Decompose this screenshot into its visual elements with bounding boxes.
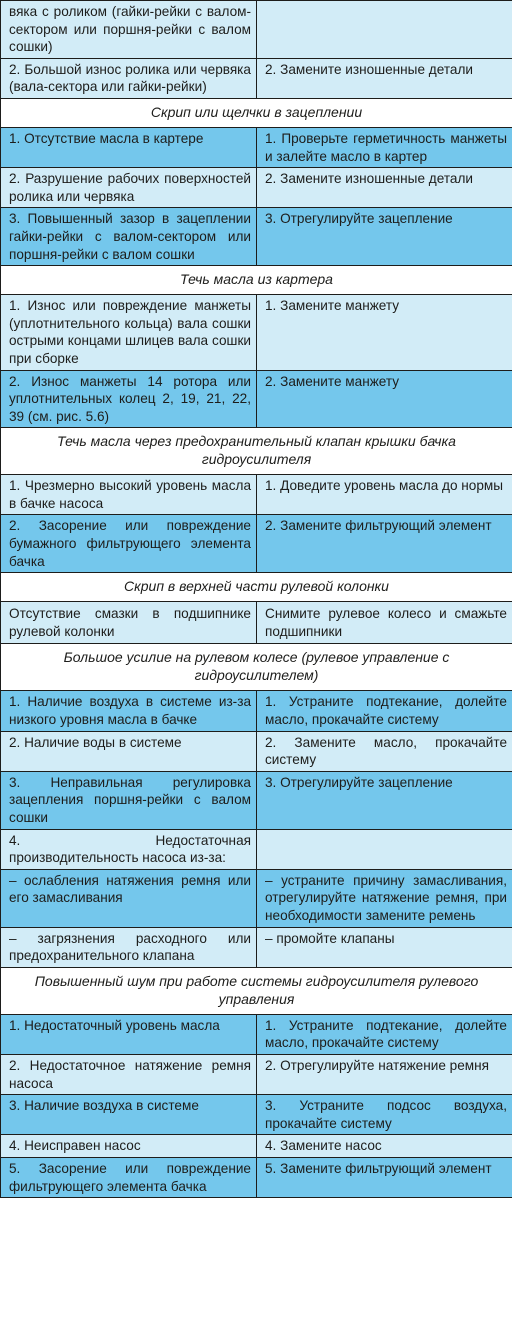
cause-cell: 2. Засорение или повреждение бумажного фильтрующего элемента бачка	[1, 515, 257, 573]
table-row	[1, 168, 512, 208]
remedy-cell: 2. Замените изношенные детали	[257, 58, 512, 98]
remedy-cell: – промойте клапаны	[257, 927, 512, 967]
remedy-cell: 1. Проверьте герметичность манжеты и залейте масло в картер	[257, 127, 512, 167]
section-header-row	[1, 573, 512, 602]
cause-cell: Отсутствие смазки в подшипнике рулевой колонки	[1, 602, 257, 644]
table-row	[1, 731, 512, 771]
cause-cell: 2. Износ манжеты 14 ротора или уплотнительных колец 2, 19, 21, 22, 39 (см. рис. 5.6)	[1, 370, 257, 428]
table-row	[1, 869, 512, 927]
remedy-cell: – устраните причину замасливания, отрегулируйте натяжение ремня, при необходимости замените ремень	[257, 869, 512, 927]
table-row	[1, 1, 512, 59]
cause-cell: 1. Недостаточный уровень масла	[1, 1014, 257, 1054]
remedy-cell: 1. Замените манжету	[257, 295, 512, 370]
table-row	[1, 1054, 512, 1094]
section-title: Течь масла из картера	[1, 266, 512, 295]
remedy-cell: 4. Замените насос	[257, 1135, 512, 1158]
section-header-row	[1, 98, 512, 127]
cause-cell: 4. Неисправен насос	[1, 1135, 257, 1158]
cause-cell: 3. Наличие воздуха в системе	[1, 1095, 257, 1135]
remedy-cell	[257, 1, 512, 59]
cause-cell: 1. Износ или повреждение манжеты (уплотнительного кольца) вала сошки острыми концами шлицев вала сошки при сборке	[1, 295, 257, 370]
remedy-cell: 5. Замените фильтрующий элемент	[257, 1157, 512, 1197]
remedy-cell	[257, 829, 512, 869]
table-row	[1, 475, 512, 515]
section-header-row	[1, 644, 512, 691]
cause-cell: – ослабления натяжения ремня или его замасливания	[1, 869, 257, 927]
table-row	[1, 58, 512, 98]
table-row	[1, 1135, 512, 1158]
section-header-row	[1, 967, 512, 1014]
cause-cell: 2. Наличие воды в системе	[1, 731, 257, 771]
remedy-cell: 1. Устраните подтекание, долейте масло, прокачайте систему	[257, 691, 512, 731]
section-title: Скрип в верхней части рулевой колонки	[1, 573, 512, 602]
table-row	[1, 1157, 512, 1197]
table-row	[1, 602, 512, 644]
remedy-cell: 2. Замените масло, прокачайте систему	[257, 731, 512, 771]
cause-cell: 3. Повышенный зазор в зацеплении гайки-рейки с валом-сектором или поршня-рейки с валом сошки	[1, 208, 257, 266]
cause-cell: 1. Наличие воздуха в системе из-за низкого уровня масла в бачке	[1, 691, 257, 731]
remedy-cell: 1. Устраните подтекание, долейте масло, прокачайте систему	[257, 1014, 512, 1054]
remedy-cell: 3. Устраните подсос воздуха, прокачайте систему	[257, 1095, 512, 1135]
section-title: Повышенный шум при работе системы гидроусилителя рулевого управления	[1, 967, 512, 1014]
table-row	[1, 1014, 512, 1054]
table-row	[1, 208, 512, 266]
cause-cell: 2. Разрушение рабочих поверхностей ролика или червяка	[1, 168, 257, 208]
remedy-cell: 2. Замените изношенные детали	[257, 168, 512, 208]
table-row	[1, 771, 512, 829]
section-header-row	[1, 266, 512, 295]
table-row	[1, 1095, 512, 1135]
cause-cell: 2. Большой износ ролика или червяка (вала-сектора или гайки-рейки)	[1, 58, 257, 98]
table-body	[1, 1, 512, 1198]
table-row	[1, 927, 512, 967]
table-row	[1, 829, 512, 869]
section-title: Большое усилие на рулевом колесе (рулевое управление с гидроусилителем)	[1, 644, 512, 691]
section-title: Скрип или щелчки в зацеплении	[1, 98, 512, 127]
cause-cell: 4. Недостаточная производительность насоса из-за:	[1, 829, 257, 869]
cause-cell: 1. Отсутствие масла в картере	[1, 127, 257, 167]
remedy-cell: 1. Доведите уровень масла до нормы	[257, 475, 512, 515]
remedy-cell: 2. Замените манжету	[257, 370, 512, 428]
cause-cell: 1. Чрезмерно высокий уровень масла в бачке насоса	[1, 475, 257, 515]
cause-cell: 5. Засорение или повреждение фильтрующего элемента бачка	[1, 1157, 257, 1197]
table-row	[1, 691, 512, 731]
remedy-cell: 3. Отрегулируйте зацепление	[257, 208, 512, 266]
remedy-cell: Снимите рулевое колесо и смажьте подшипники	[257, 602, 512, 644]
cause-cell: 2. Недостаточное натяжение ремня насоса	[1, 1054, 257, 1094]
section-title: Течь масла через предохранительный клапан крышки бачка гидроусилителя	[1, 428, 512, 475]
table-row	[1, 127, 512, 167]
section-header-row	[1, 428, 512, 475]
cause-cell: вяка с роликом (гайки-рейки с валом-сектором или поршня-рейки с валом сошки)	[1, 1, 257, 59]
cause-cell: – загрязнения расходного или предохранительного клапана	[1, 927, 257, 967]
remedy-cell: 2. Замените фильтрующий элемент	[257, 515, 512, 573]
cause-cell: 3. Неправильная регулировка зацепления поршня-рейки с валом сошки	[1, 771, 257, 829]
remedy-cell: 2. Отрегулируйте натяжение ремня	[257, 1054, 512, 1094]
remedy-cell: 3. Отрегулируйте зацепление	[257, 771, 512, 829]
table-row	[1, 295, 512, 370]
table-row	[1, 370, 512, 428]
table-row	[1, 515, 512, 573]
